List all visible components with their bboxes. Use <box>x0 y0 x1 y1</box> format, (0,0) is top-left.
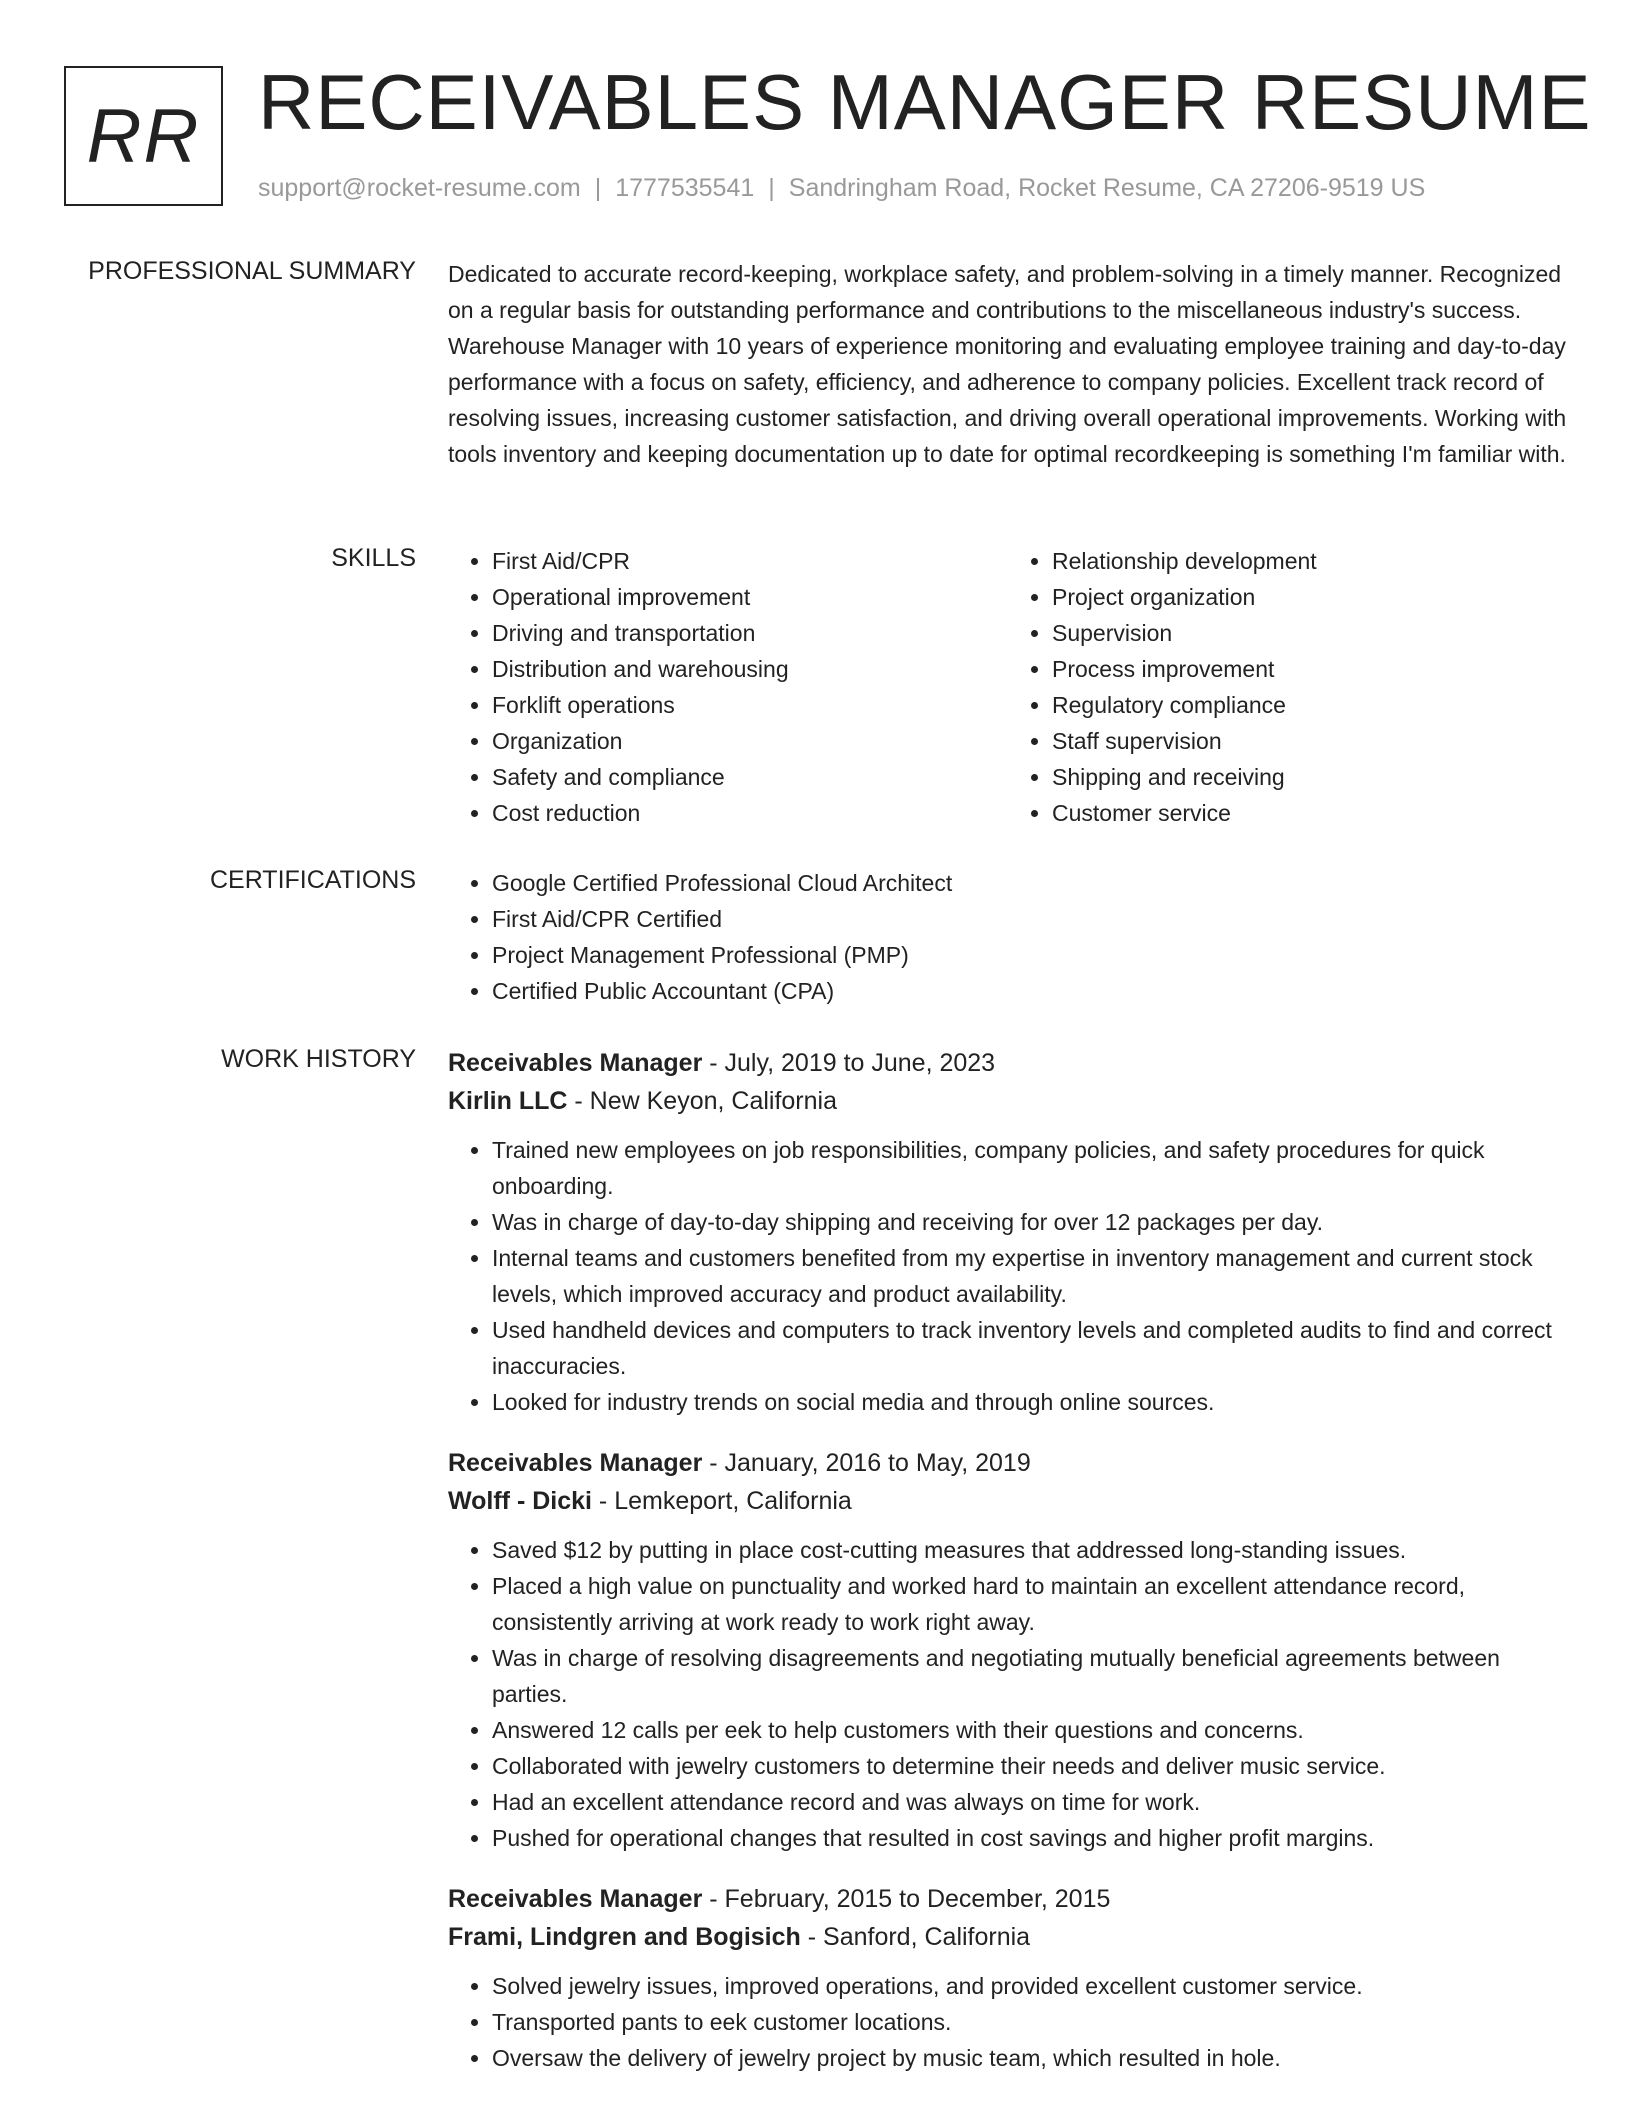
summary-text: Dedicated to accurate record-keeping, workplace safety, and problem-solving in a timely manner. Recognized on a regular basis for outstanding performance and contributions to the miscellaneous industry's success. Warehouse Manager with 10 years of experience monitoring and evaluating employee training and day-to-day performance with a focus on safety, efficiency, and adherence to company policies. Excellent track record of resolving issues, increasing customer satisfaction, and driving overall operational improvements. Working with tools inventory and keeping documentation up to date for optimal recordkeeping is something I'm familiar with. <box>448 261 1567 467</box>
certification-item: • Google Certified Professional Cloud Architect <box>492 865 1568 901</box>
section-label-work-history: WORK HISTORY <box>221 1045 416 1073</box>
job-bullets <box>448 1532 1568 1856</box>
job-company: Frami, Lindgren and Bogisich <box>448 1923 801 1951</box>
job-bullet: • Oversaw the delivery of jewelry project by music team, which resulted in hole. <box>492 2040 1568 2076</box>
job-entry <box>448 1880 1568 2076</box>
certifications-list <box>448 865 1568 1009</box>
contact-separator: | <box>768 174 775 202</box>
job-entry <box>448 1444 1568 1856</box>
job-bullet: • Placed a high value on punctuality and worked hard to maintain an excellent attendance record, consistently arriving at work ready to work right away. <box>492 1568 1568 1640</box>
certifications-body <box>448 865 1568 1009</box>
job-location: - Lemkeport, California <box>591 1487 852 1515</box>
contact-phone[interactable]: 1777535541 <box>615 174 755 202</box>
job-bullet: • Was in charge of day-to-day shipping and receiving for over 12 packages per day. <box>492 1204 1568 1240</box>
skills-column-2 <box>1008 543 1568 831</box>
certification-item: • Project Management Professional (PMP) <box>492 937 1568 973</box>
summary-body <box>448 256 1568 472</box>
skill-item: • Relationship development <box>1052 543 1568 579</box>
skill-item: • Regulatory compliance <box>1052 687 1568 723</box>
job-dates: - July, 2019 to June, 2023 <box>702 1049 996 1077</box>
job-bullets <box>448 1968 1568 2076</box>
skill-item: • Organization <box>492 723 1008 759</box>
skills-column-1 <box>448 543 1008 831</box>
skill-item: • Project organization <box>1052 579 1568 615</box>
skill-item: • Staff supervision <box>1052 723 1568 759</box>
section-label-summary: PROFESSIONAL SUMMARY <box>88 257 416 285</box>
skill-item: • Cost reduction <box>492 795 1008 831</box>
job-bullet: • Trained new employees on job responsibilities, company policies, and safety procedures for quick onboarding. <box>492 1132 1568 1204</box>
page-title: RECEIVABLES MANAGER RESUME <box>258 58 1592 146</box>
job-bullet: • Pushed for operational changes that resulted in cost savings and higher profit margins. <box>492 1820 1568 1856</box>
job-title-line <box>448 1880 1568 1918</box>
skill-item: • Safety and compliance <box>492 759 1008 795</box>
certification-item: • First Aid/CPR Certified <box>492 901 1568 937</box>
job-bullets <box>448 1132 1568 1420</box>
monogram-logo: RR <box>64 66 223 206</box>
job-bullet: • Used handheld devices and computers to track inventory levels and completed audits to find and correct inaccuracies. <box>492 1312 1568 1384</box>
job-entry <box>448 1044 1568 1420</box>
job-bullet: • Had an excellent attendance record and was always on time for work. <box>492 1784 1568 1820</box>
job-bullet: • Transported pants to eek customer locations. <box>492 2004 1568 2040</box>
job-bullet: • Looked for industry trends on social media and through online sources. <box>492 1384 1568 1420</box>
work-history-body <box>448 1044 1568 2100</box>
job-bullet: • Was in charge of resolving disagreements and negotiating mutually beneficial agreements between parties. <box>492 1640 1568 1712</box>
section-label-skills: SKILLS <box>331 544 416 572</box>
skill-item: • Supervision <box>1052 615 1568 651</box>
job-title: Receivables Manager <box>448 1049 703 1077</box>
job-title: Receivables Manager <box>448 1449 703 1477</box>
skill-item: • Process improvement <box>1052 651 1568 687</box>
job-company: Kirlin LLC <box>448 1087 568 1115</box>
job-title: Receivables Manager <box>448 1885 703 1913</box>
job-title-line <box>448 1444 1568 1482</box>
job-bullet: • Solved jewelry issues, improved operations, and provided excellent customer service. <box>492 1968 1568 2004</box>
skill-item: • Shipping and receiving <box>1052 759 1568 795</box>
job-bullet: • Internal teams and customers benefited from my expertise in inventory management and current stock levels, which improved accuracy and product availability. <box>492 1240 1568 1312</box>
job-bullet: • Saved $12 by putting in place cost-cutting measures that addressed long-standing issues. <box>492 1532 1568 1568</box>
skill-item: • First Aid/CPR <box>492 543 1008 579</box>
skills-body <box>448 543 1568 831</box>
job-bullet: • Answered 12 calls per eek to help customers with their questions and concerns. <box>492 1712 1568 1748</box>
job-dates: - February, 2015 to December, 2015 <box>702 1885 1111 1913</box>
job-company-line <box>448 1482 1568 1520</box>
skills-grid <box>448 543 1568 831</box>
job-location: - New Keyon, California <box>567 1087 837 1115</box>
contact-address: Sandringham Road, Rocket Resume, CA 27206-9519 US <box>788 174 1426 202</box>
contact-email[interactable]: support@rocket-resume.com <box>258 174 581 202</box>
skill-item: • Driving and transportation <box>492 615 1008 651</box>
skill-item: • Forklift operations <box>492 687 1008 723</box>
job-company-line <box>448 1082 1568 1120</box>
skill-item: • Distribution and warehousing <box>492 651 1008 687</box>
section-label-certifications: CERTIFICATIONS <box>209 866 416 894</box>
contact-line <box>258 174 1425 203</box>
job-company: Wolff - Dicki <box>448 1487 592 1515</box>
job-dates: - January, 2016 to May, 2019 <box>702 1449 1031 1477</box>
skill-item: • Operational improvement <box>492 579 1008 615</box>
job-bullet: • Collaborated with jewelry customers to determine their needs and deliver music service. <box>492 1748 1568 1784</box>
job-location: - Sanford, California <box>800 1923 1031 1951</box>
contact-separator: | <box>594 174 602 202</box>
job-title-line <box>448 1044 1568 1082</box>
certification-item: • Certified Public Accountant (CPA) <box>492 973 1568 1009</box>
skill-item: • Customer service <box>1052 795 1568 831</box>
job-company-line <box>448 1918 1568 1956</box>
